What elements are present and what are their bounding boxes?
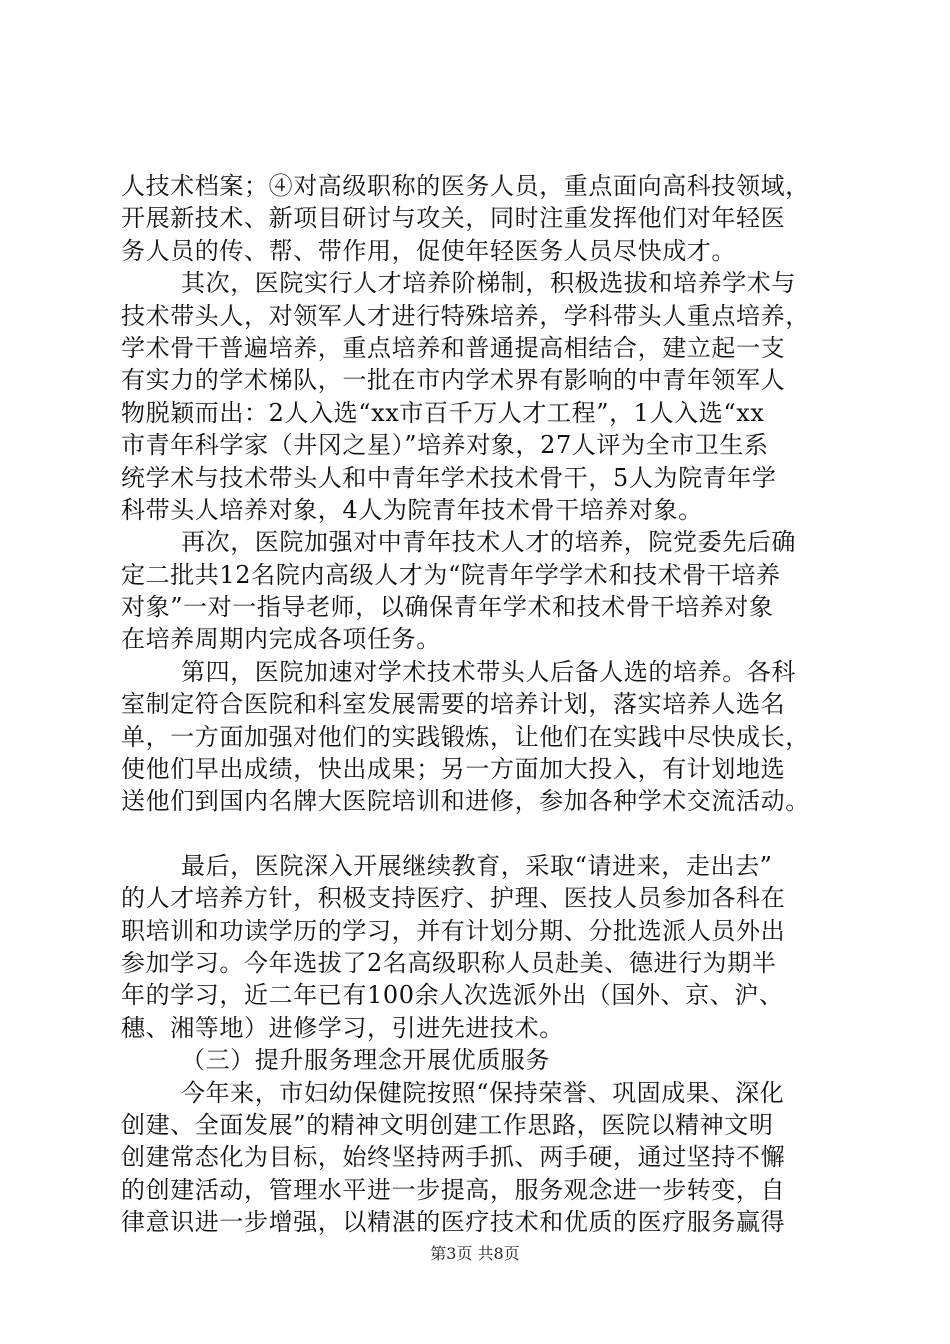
paragraph-start-line: 今年来，市妇幼保健院按照“保持荣誉、巩固成果、深化	[181, 1078, 785, 1107]
paragraph-start-line: 最后，医院深入开展继续教育，采取“请进来，走出去”	[181, 851, 773, 880]
paragraph-gap	[121, 818, 841, 850]
text-line: 室制定符合医院和科室发展需要的培养计划，落实培养人选名	[121, 690, 786, 719]
text-line: 市青年科学家（井冈之星）”培养对象，27人评为全市卫生系	[121, 431, 769, 460]
text-line: 人技术档案；④对高级职称的医务人员，重点面向高科技领域，	[121, 172, 810, 200]
text-line: 技术带头人，对领军人才进行特殊培养，学科带头人重点培养，	[121, 301, 810, 330]
text-line: 定二批共12名院内高级人才为“院青年学学术和技术骨干培养	[121, 560, 781, 589]
body-text	[121, 170, 841, 1239]
paragraph-start-line: 第四，医院加速对学术技术带头人后备人选的培养。各科	[181, 657, 796, 686]
text-line: 科带头人培养对象，4人为院青年技术骨干培养对象。	[121, 495, 703, 524]
text-line: 统学术与技术带头人和中青年学术技术骨干，5人为院青年学	[121, 463, 777, 492]
text-line: 律意识进一步增强，以精湛的医疗技术和优质的医疗服务赢得	[121, 1208, 786, 1237]
text-line: 职培训和功读学历的学习，并有计划分期、分批选派人员外出	[121, 916, 786, 945]
text-line: 使他们早出成绩，快出成果；另一方面加大投入，有计划地选	[121, 755, 786, 784]
text-line: 开展新技术、新项目研讨与攻关，同时注重发挥他们对年轻医	[121, 204, 786, 233]
section-heading: （三）提升服务理念开展优质服务	[181, 1046, 550, 1075]
text-line: 的人才培养方针，积极支持医疗、护理、医技人员参加各科在	[121, 884, 786, 913]
text-line: 物脱颖而出：2人入选“xx市百千万人才工程”，1人入选“xx	[121, 398, 765, 427]
text-line: 在培养周期内完成各项任务。	[121, 625, 441, 654]
text-line: 单，一方面加强对他们的实践锻炼，让他们在实践中尽快成长，	[121, 722, 810, 751]
text-line: 对象”一对一指导老师，以确保青年学术和技术骨干培养对象	[121, 593, 774, 622]
text-line: 参加学习。今年选拔了2名高级职称人员赴美、德进行为期半	[121, 948, 777, 977]
page-footer: 第3页 共8页	[430, 1244, 520, 1263]
paragraph-start-line: 再次，医院加强对中青年技术人才的培养，院党委先后确	[181, 528, 796, 557]
text-line: 送他们到国内名牌大医院培训和进修，参加各种学术交流活动。	[121, 787, 810, 816]
text-line: 创建常态化为目标，始终坚持两手抓、两手硬，通过坚持不懈	[121, 1143, 786, 1172]
text-line: 有实力的学术梯队，一批在市内学术界有影响的中青年领军人	[121, 366, 786, 395]
text-line: 务人员的传、帮、带作用，促使年轻医务人员尽快成才。	[121, 236, 736, 265]
text-line: 学术骨干普遍培养，重点培养和普通提高相结合，建立起一支	[121, 333, 786, 362]
text-line: 穗、湘等地）进修学习，引进先进技术。	[121, 1013, 564, 1042]
paragraph-start-line: 其次，医院实行人才培养阶梯制，积极选拔和培养学术与	[181, 269, 796, 298]
text-line: 年的学习，近二年已有100余人次选派外出（国外、京、沪、	[121, 981, 784, 1010]
text-line: 的创建活动，管理水平进一步提高，服务观念进一步转变，自	[121, 1175, 786, 1204]
text-line: 创建、全面发展”的精神文明创建工作思路，医院以精神文明	[121, 1110, 774, 1139]
